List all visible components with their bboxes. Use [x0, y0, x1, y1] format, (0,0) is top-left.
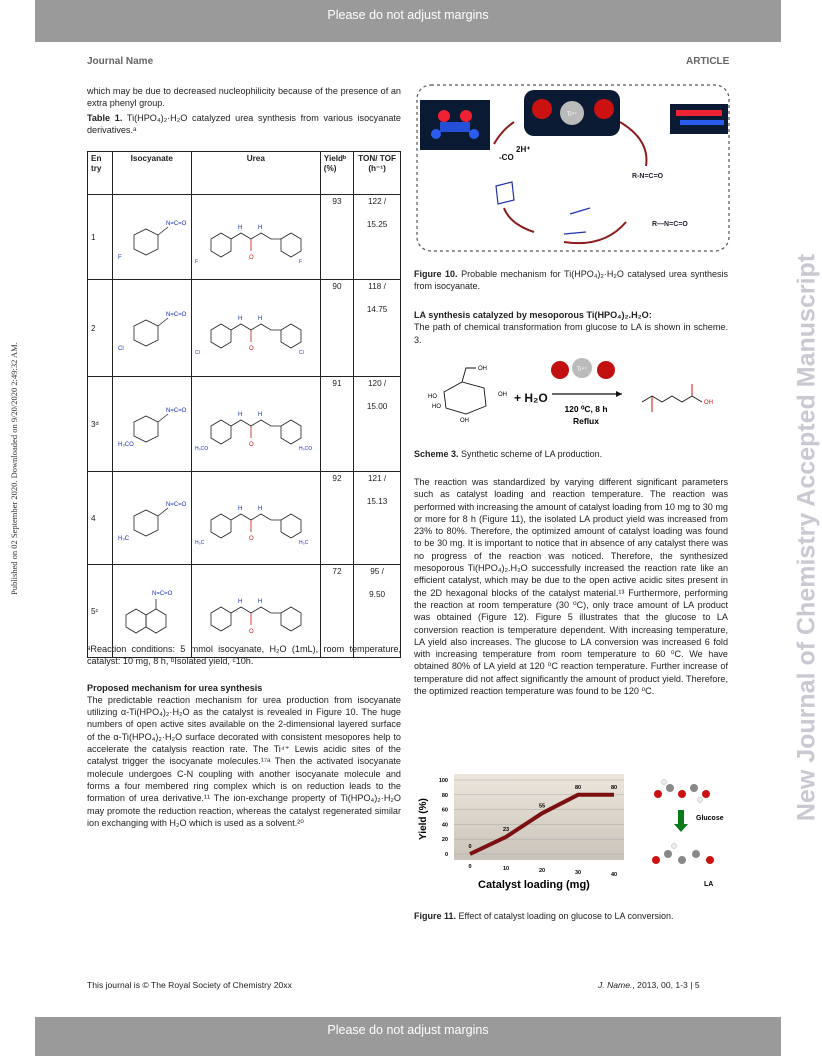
fig10-rnco2-label: R—N=C=O: [652, 221, 688, 228]
svg-text:O: O: [248, 536, 254, 542]
svg-text:N=C=O: N=C=O: [165, 312, 187, 318]
top-margin-banner: Please do not adjust margins: [35, 0, 781, 42]
y-tick-label: 80: [441, 792, 448, 799]
svg-text:H: H: [237, 506, 243, 512]
x-tick-label: 20: [538, 868, 546, 874]
entry-cell: 4: [88, 472, 113, 565]
ton-tof-cell: [354, 195, 401, 280]
mechanism-section-title: Proposed mechanism for urea synthesis: [87, 682, 263, 693]
urea-structure-cell: [191, 195, 320, 280]
scheme-3: [414, 352, 732, 434]
entry-cell: 5ᶜ: [88, 565, 113, 658]
col-header-entry: En try: [88, 152, 113, 195]
entry-cell: 2: [88, 280, 113, 377]
ton-tof-cell: [354, 280, 401, 377]
data-label: 23: [502, 826, 510, 833]
svg-text:H: H: [237, 412, 243, 418]
scheme-3-caption: Scheme 3. Synthetic scheme of LA production.: [414, 449, 603, 459]
data-label: 80: [610, 784, 618, 791]
svg-text:H: H: [257, 412, 263, 418]
glucose-molecule-image: [654, 780, 710, 803]
ton-tof-cell: [354, 377, 401, 472]
figure-10-caption: Figure 10. Probable mechanism for Ti(HPO₄)₂·H₂O catalysed urea synthesis from isocyanate.: [414, 269, 728, 291]
svg-text:O: O: [248, 255, 254, 261]
svg-text:H: H: [257, 316, 263, 322]
svg-text:H₃C: H₃C: [117, 536, 129, 542]
journal-name-header: Journal Name: [87, 56, 154, 67]
yield-cell: 72: [320, 565, 353, 658]
svg-text:OH: OH: [704, 400, 713, 406]
figure-10-mechanism: [414, 82, 732, 257]
fig10-h-label: 2H⁺: [516, 145, 531, 154]
table-row: [88, 472, 401, 565]
right-column-upper: [414, 268, 728, 346]
figure-11-chart: [414, 766, 732, 906]
table-caption: Table 1. Ti(HPO₄)₂·H₂O catalyzed urea synthesis from various isocyanate derivatives.ᵃ: [87, 112, 401, 135]
fig10-ti-label: Ti⁴⁺: [566, 112, 578, 118]
x-tick-label: 40: [610, 872, 618, 878]
scheme3-condition-reflux: Reflux: [573, 416, 599, 426]
svg-text:OH: OH: [460, 418, 469, 424]
tof-value: 9.50: [369, 590, 386, 599]
left-column-intro: [87, 85, 401, 136]
svg-text:N=C=O: N=C=O: [165, 502, 187, 508]
data-label: 80: [574, 784, 582, 791]
scheme3-ti-label: Ti⁴⁺: [576, 367, 588, 373]
mechanism-paragraph: The predictable reaction mechanism for urea production from isocyanate utilizing α-Ti(HPO₄)₂·H₂O as the catalyst is revealed in Figure 10. The huge numbers of open active sites available on the 2-dimensional layered surface of the α-Ti(HPO₄)₂·H₂O surface decorated with consistent mesopores help to accelerate the catalysis reaction rate. The Ti⁴⁺ Lewis acidic sites of the catalyst trigger the isocyanate molecules.¹⁷ᵃ Then the activated isocyanate molecule undergoes C-N coupling with another isocyanate molecule and forms a four membered ring complex which is on reduction leads to the formation of urea derivative.¹¹ The ion-exchange property of Ti(HPO₄)₂·H₂O may promote the reduction reaction, whereas the catalyst regenerated similar ion exchanging with H₂O which is used as a solvent.²⁰: [87, 694, 401, 828]
svg-text:Cl: Cl: [298, 350, 304, 356]
scheme3-plus-water: + H₂O: [514, 391, 548, 405]
la-label: LA: [704, 881, 714, 888]
ton-tof-cell: [354, 472, 401, 565]
svg-text:H: H: [257, 506, 263, 512]
svg-text:O: O: [248, 629, 254, 635]
table-row: [88, 377, 401, 472]
tof-value: 15.25: [366, 220, 388, 229]
svg-text:H₃C: H₃C: [194, 540, 205, 546]
yield-cell: 91: [320, 377, 353, 472]
la-section-title: LA synthesis catalyzed by mesoporous Ti(HPO₄)₂.H₂O:: [414, 310, 652, 320]
accepted-manuscript-watermark: New Journal of Chemistry Accepted Manuscript: [792, 253, 821, 822]
svg-text:HO: HO: [428, 394, 437, 400]
publication-stamp: Published on 02 September 2020. Downloaded on 9/20/2020 2:49:32 AM.: [9, 342, 19, 595]
svg-text:N=C=O: N=C=O: [165, 408, 187, 414]
col-header-yield: Yieldᵇ (%): [320, 152, 353, 195]
svg-text:HO: HO: [432, 404, 441, 410]
isocyanate-structure-cell: [112, 280, 191, 377]
svg-text:OH: OH: [478, 366, 487, 372]
svg-text:H: H: [237, 316, 243, 322]
svg-text:N=C=O: N=C=O: [151, 591, 173, 597]
fig10-co-label: -CO: [499, 153, 514, 162]
svg-text:H₃CO: H₃CO: [298, 446, 312, 452]
table-row: [88, 280, 401, 377]
isocyanate-structure-cell: [112, 195, 191, 280]
left-column-lower: [87, 643, 401, 829]
urea-synthesis-table: [87, 151, 401, 658]
yield-cell: 93: [320, 195, 353, 280]
svg-text:F: F: [117, 255, 122, 261]
tof-value: 14.75: [366, 305, 388, 314]
scheme3-condition-temp: 120 ⁰C, 8 h: [564, 404, 608, 414]
bottom-margin-banner: Please do not adjust margins: [35, 1017, 781, 1056]
urea-structure-cell: [191, 377, 320, 472]
svg-text:O: O: [248, 442, 254, 448]
right-column-body: [414, 448, 728, 697]
ton-value: 118 /: [368, 282, 386, 291]
data-label: 55: [538, 803, 546, 810]
col-header-urea: Urea: [191, 152, 320, 195]
y-tick-label: 40: [441, 822, 448, 829]
la-section-intro: The path of chemical transformation from glucose to LA is shown in scheme. 3.: [414, 322, 728, 345]
svg-text:H₃CO: H₃CO: [194, 446, 208, 452]
tof-value: 15.00: [366, 402, 388, 411]
svg-text:H₃CO: H₃CO: [117, 442, 134, 448]
col-header-isocyanate: Isocyanate: [112, 152, 191, 195]
svg-text:H₃C: H₃C: [298, 540, 309, 546]
ton-value: 95 /: [370, 567, 384, 576]
svg-text:N=C=O: N=C=O: [165, 221, 187, 227]
glucose-label: Glucose: [696, 815, 724, 822]
figure-11-caption: Figure 11. Effect of catalyst loading on glucose to LA conversion.: [414, 911, 674, 921]
table-header-row: [88, 152, 401, 195]
figure-11-caption-block: [414, 910, 728, 922]
y-tick-label: 100: [438, 778, 448, 784]
footer-citation: J. Name., 2013, 00, 1-3 | 5: [598, 980, 700, 990]
la-molecule-image: [652, 844, 714, 865]
svg-text:H: H: [257, 599, 263, 605]
svg-text:H: H: [237, 225, 243, 231]
svg-text:OH: OH: [498, 392, 507, 398]
yield-cell: 90: [320, 280, 353, 377]
la-results-paragraph: The reaction was standardized by varying different significant parameters such as catalyst loading and reaction temperature. The reaction was performed with increasing the amount of catalyst loading from 10 mg to 30 mg or more for 8 h (Figure 11), the isolated LA product yield was increased from 23% to 80%. Therefore, the optimized amount of catalyst loading was found to be 30 mg. It is important to notice that in absence of any catalyst there was no progress of the reaction was noticed. Therefore, the synthesized mesoporous Ti(HPO₄)₂.H₂O successfully increased the reaction rate like an efficient catalyst, which may be due to the open active acidic sites present in the 2D hexagonal blocks of the catalyst material.¹³ Furthermore, performing the reaction at room temperature (30 ⁰C), only trace amount of LA product was obtained (Figure 12). Figure 5 illustrates that the glucose to LA conversion reaction is temperature dependent. With increasing temperature, LA yield also increases. The glucose to LA conversion was increased 6 fold with increasing temperature from room temperature to 60 ⁰C. We have obtained 80% of LA yield at 120 ⁰C reaction temperature. Further increase of temperature did not affect significantly the amount of product yield. Therefore, the optimized reaction temperature was found to be 120 ⁰C.: [414, 477, 728, 697]
col-header-ton-tof: TON/ TOF (h⁻¹): [354, 152, 401, 195]
urea-structure-cell: [191, 472, 320, 565]
urea-structure-cell: [191, 280, 320, 377]
y-tick-label: 20: [441, 837, 448, 844]
intro-paragraph: which may be due to decreased nucleophilicity because of the presence of an extra phenyl group.: [87, 86, 401, 109]
chart-y-axis-label: Yield (%): [418, 798, 429, 840]
isocyanate-structure-cell: [112, 377, 191, 472]
chart-x-axis-label: Catalyst loading (mg): [478, 879, 590, 891]
x-tick-label: 30: [574, 870, 582, 876]
article-label: ARTICLE: [686, 56, 730, 67]
tof-value: 15.13: [366, 497, 388, 506]
y-tick-label: 0: [444, 852, 448, 858]
svg-text:O: O: [248, 346, 254, 352]
y-tick-label: 60: [441, 807, 448, 814]
svg-text:H: H: [237, 599, 243, 605]
yield-cell: 92: [320, 472, 353, 565]
ton-value: 121 /: [367, 474, 387, 483]
x-tick-label: 10: [502, 866, 510, 872]
svg-text:H: H: [257, 225, 263, 231]
svg-text:F: F: [194, 259, 198, 265]
table-row: [88, 195, 401, 280]
ton-value: 120 /: [367, 379, 387, 388]
footer-copyright: This journal is © The Royal Society of Chemistry 20xx: [87, 980, 292, 990]
data-label: 0: [468, 844, 472, 850]
fig10-rnco-label: R-N=C=O: [632, 173, 664, 180]
svg-text:F: F: [298, 259, 302, 265]
svg-text:Cl: Cl: [117, 346, 124, 352]
entry-cell: 1: [88, 195, 113, 280]
isocyanate-structure-cell: [112, 472, 191, 565]
entry-cell: 3ᵈ: [88, 377, 113, 472]
x-tick-label: 0: [468, 864, 472, 870]
svg-text:Cl: Cl: [194, 350, 200, 356]
down-arrow-icon: [674, 824, 688, 832]
table-footnote: ᵃReaction conditions: 5 mmol isocyanate, H₂O (1mL), room temperature, catalyst: 10 mg, 8 h, ᵇIsolated yield, ᶜ10h.: [87, 644, 401, 667]
ton-value: 122 /: [367, 197, 387, 206]
